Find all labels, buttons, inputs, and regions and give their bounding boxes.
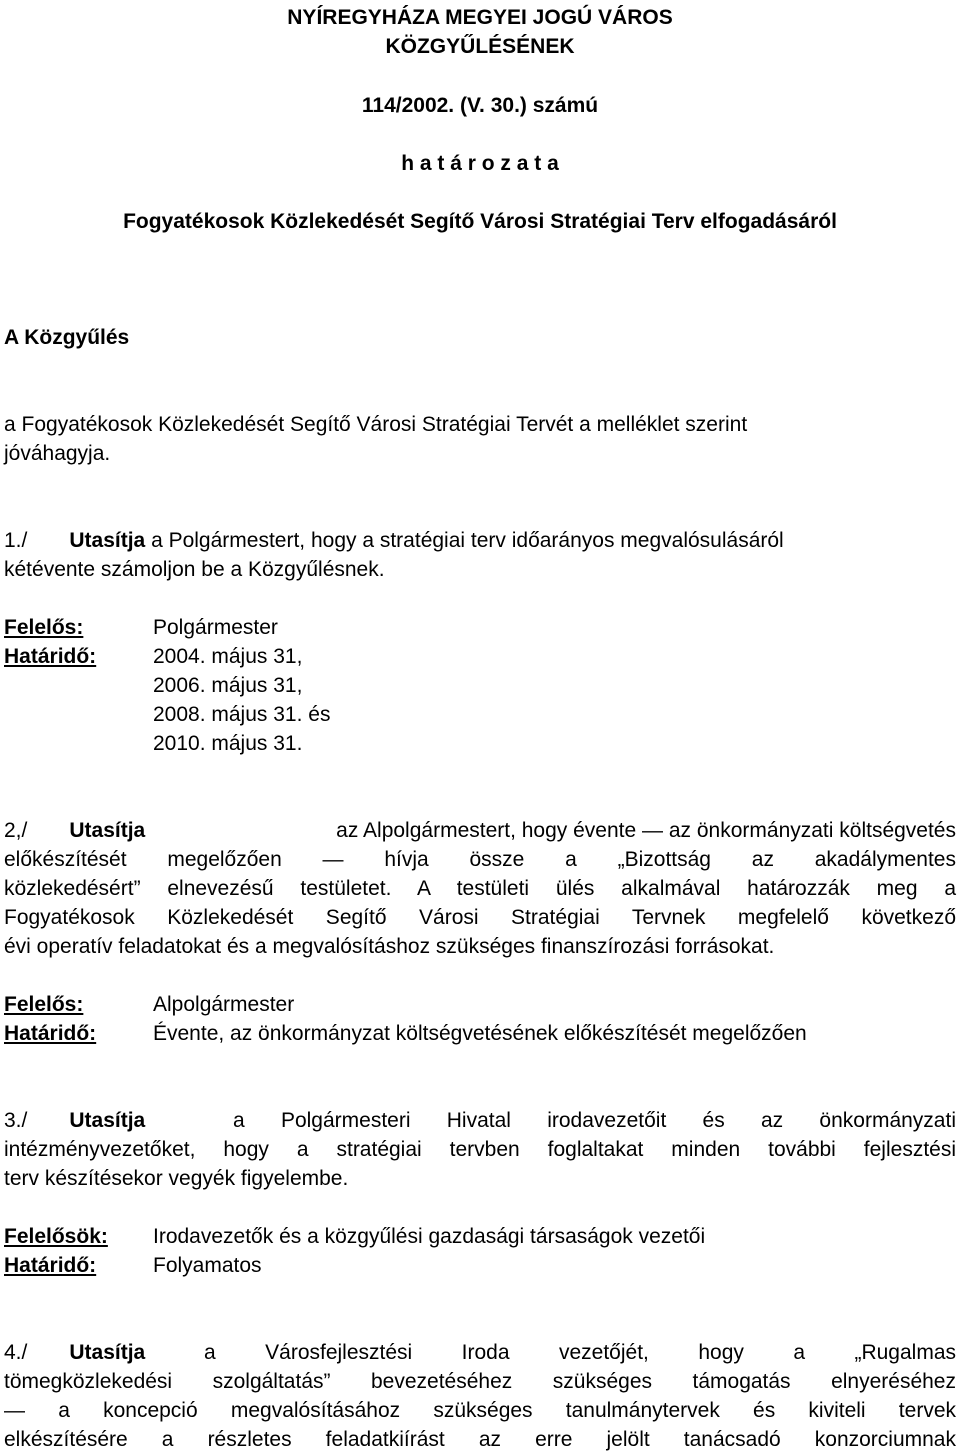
item-2-line-5: évi operatív feladatokat és a megvalósításhoz szükséges finanszírozási forrásokat. <box>4 935 775 958</box>
item-keyword: Utasítja <box>69 529 146 552</box>
responsible-value: Alpolgármester <box>153 993 295 1016</box>
item-keyword: Utasítja <box>69 1109 146 1132</box>
item-text: az Alpolgármestert, hogy évente — az önkormányzati költségvetés <box>336 819 956 842</box>
item-keyword: Utasítja <box>69 1341 146 1364</box>
deadline-value: Folyamatos <box>153 1254 262 1277</box>
responsible-value: Polgármester <box>153 616 278 639</box>
item-text: a Városfejlesztési Iroda vezetőjét, hogy a „Rugalmas <box>204 1341 956 1364</box>
intro-text-line-2: jóváhagyja. <box>4 442 111 465</box>
item-3-first-line <box>4 1106 956 1135</box>
item-2-line-2: előkészítését megelőzően — hívja össze a „Bizottság az akadálymentes <box>4 848 956 871</box>
item-keyword: Utasítja <box>69 819 146 842</box>
item-4-line-2: tömegközlekedési szolgáltatás” bevezetéséhez szükséges támogatás elnyeréséhez <box>4 1370 956 1393</box>
document-page <box>4 0 956 1456</box>
responsible-value: Irodavezetők és a közgyűlési gazdasági társaságok vezetői <box>153 1225 706 1248</box>
intro-text-line-1: a Fogyatékosok Közlekedését Segítő Városi Stratégiai Tervét a melléklet szerint <box>4 413 748 436</box>
deadline-value: 2006. május 31, <box>153 674 303 697</box>
resolution-subject: Fogyatékosok Közlekedését Segítő Városi Stratégiai Terv elfogadásáról <box>123 210 837 233</box>
deadline-label: Határidő: <box>4 1254 97 1277</box>
item-2-line-3: közlekedésért” elnevezésű testületet. A testületi ülés alkalmával határozzák meg a <box>4 877 956 900</box>
assembly-heading: A Közgyűlés <box>4 326 130 349</box>
item-1-first-line <box>4 526 784 555</box>
responsible-label: Felelős: <box>4 616 84 639</box>
title-line-2: KÖZGYŰLÉSÉNEK <box>385 35 575 58</box>
deadline-value: 2008. május 31. és <box>153 703 331 726</box>
title-line-1: NYÍREGYHÁZA MEGYEI JOGÚ VÁROS <box>287 6 673 29</box>
item-text: a Polgármesteri Hivatal irodavezetőit és az önkormányzati <box>233 1109 956 1132</box>
item-1-line-2: kétévente számoljon be a Közgyűlésnek. <box>4 558 385 581</box>
item-4-line-3: — a koncepció megvalósításához szükséges tanulmánytervek és kiviteli tervek <box>4 1399 956 1422</box>
item-number: 4./ <box>4 1341 28 1364</box>
deadline-value: 2004. május 31, <box>153 645 303 668</box>
item-number: 2,/ <box>4 819 28 842</box>
item-4-line-4: elkészítésére a részletes feladatkiírást az erre jelölt tanácsadó konzorciumnak <box>4 1428 956 1451</box>
resolution-heading: h a t á r o z a t a <box>401 152 559 175</box>
item-text: a Polgármestert, hogy a stratégiai terv időarányos megvalósulásáról <box>151 529 784 552</box>
item-2-first-line <box>4 816 956 845</box>
item-number: 1./ <box>4 529 28 552</box>
item-3-line-3: terv készítésekor vegyék figyelembe. <box>4 1167 349 1190</box>
responsible-label: Felelősök: <box>4 1225 108 1248</box>
deadline-label: Határidő: <box>4 645 97 668</box>
deadline-label: Határidő: <box>4 1022 97 1045</box>
item-number: 3./ <box>4 1109 28 1132</box>
item-2-line-4: Fogyatékosok Közlekedését Segítő Városi Stratégiai Tervnek megfelelő következő <box>4 906 956 929</box>
resolution-number: 114/2002. (V. 30.) számú <box>361 94 599 117</box>
deadline-value: Évente, az önkormányzat költségvetésének előkészítését megelőzően <box>153 1022 807 1045</box>
item-4-first-line <box>4 1338 956 1367</box>
deadline-value: 2010. május 31. <box>153 732 303 755</box>
item-3-line-2: intézményvezetőket, hogy a stratégiai tervben foglaltakat minden további fejlesztési <box>4 1138 956 1161</box>
responsible-label: Felelős: <box>4 993 84 1016</box>
